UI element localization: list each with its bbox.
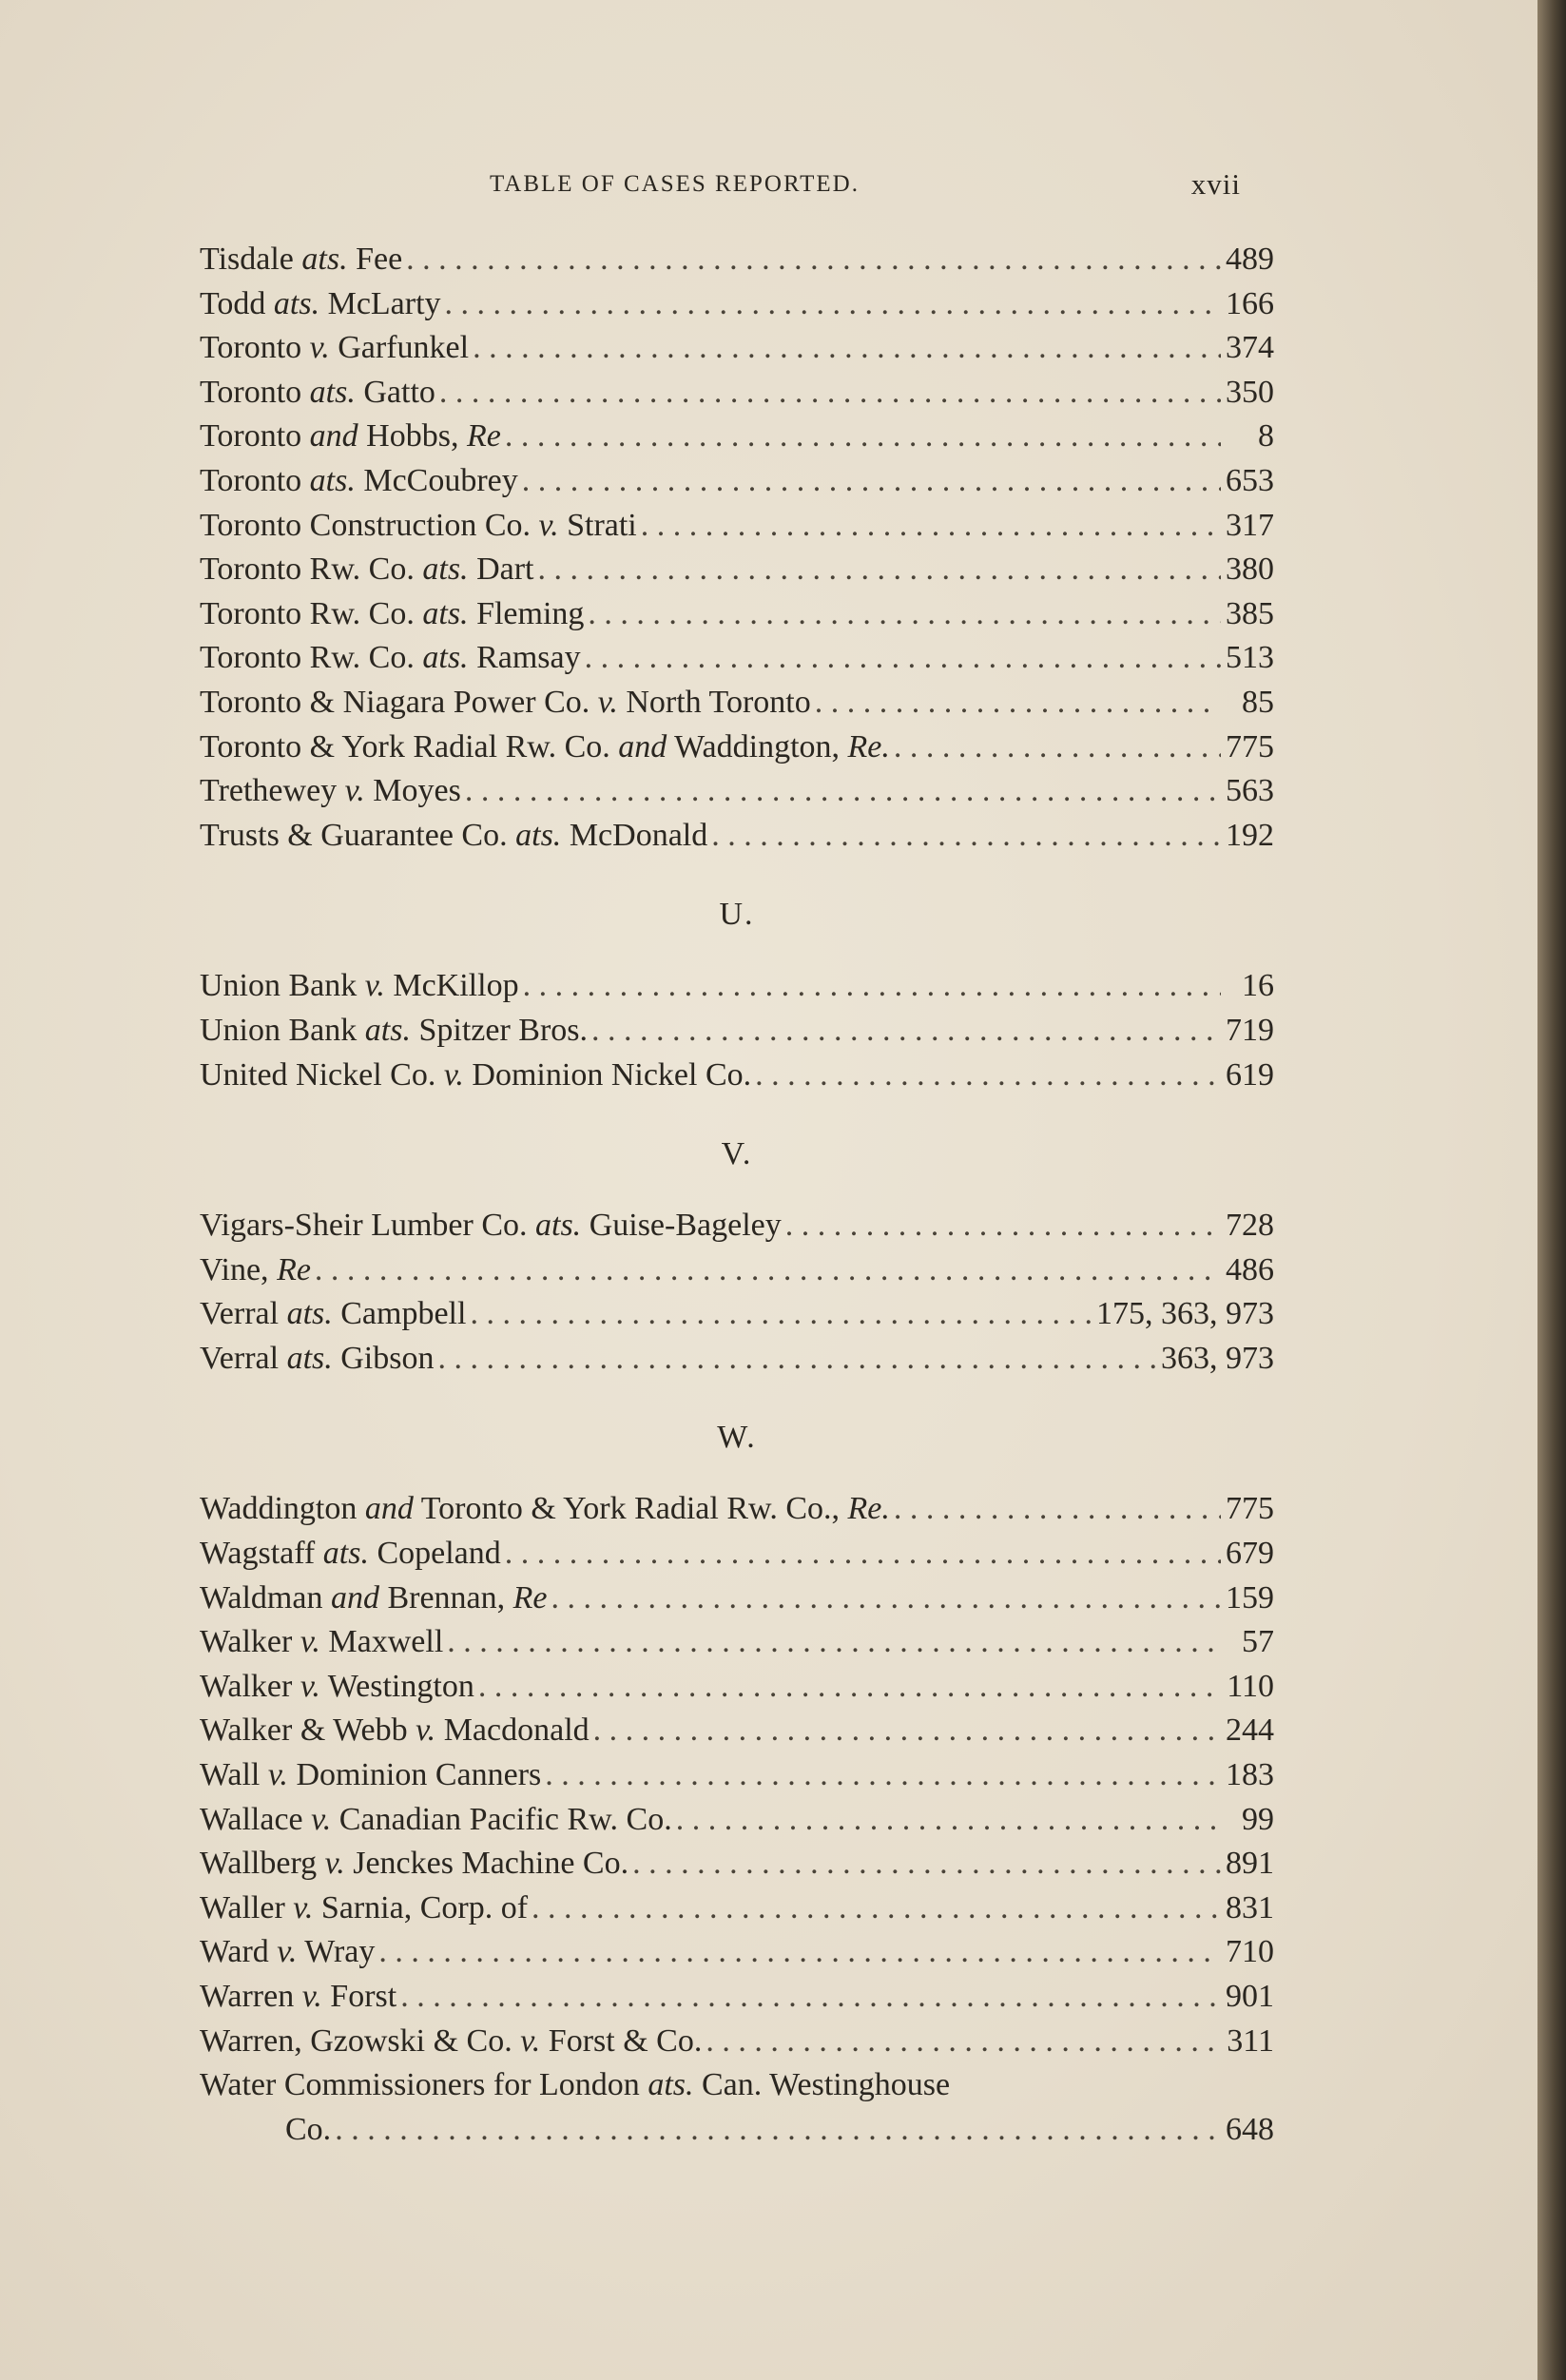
page-header — [195, 167, 1241, 209]
party-first: United Nickel Co. — [200, 1056, 436, 1093]
party-second: Garfunkel — [338, 330, 470, 366]
case-name — [200, 1934, 375, 1970]
party-first: Waddington — [200, 1491, 358, 1527]
case-entry — [200, 1846, 1274, 1890]
party-second: Forst & Co. — [548, 2022, 703, 2059]
case-page: 901 — [1226, 1979, 1274, 2014]
case-connector: ats. — [286, 1340, 333, 1376]
case-page: 891 — [1226, 1846, 1274, 1882]
case-name — [200, 818, 707, 854]
party-first: Toronto — [200, 330, 302, 366]
case-entry — [200, 1057, 1274, 1102]
case-entry — [200, 1013, 1274, 1057]
case-connector: v. — [443, 1056, 464, 1093]
case-page: 648 — [1226, 2111, 1274, 2147]
case-entry — [200, 1341, 1274, 1385]
party-second: Can. Westinghouse — [702, 2067, 951, 2103]
party-second: Spitzer Bros. — [418, 1012, 589, 1048]
case-connector: and — [330, 1579, 379, 1616]
case-page: 99 — [1242, 1801, 1274, 1837]
party-second: Ramsay — [476, 640, 581, 676]
case-name — [200, 596, 584, 632]
party-first: Toronto Rw. Co. — [200, 640, 415, 676]
dot-leader — [473, 330, 1221, 366]
dot-leader — [588, 596, 1221, 632]
party-first: Todd — [200, 285, 266, 321]
case-name — [200, 1890, 528, 1926]
case-connector: v. — [364, 968, 385, 1004]
party-second: Guise-Bageley — [589, 1208, 782, 1244]
case-page: 710 — [1226, 1934, 1274, 1970]
case-connector: ats. — [309, 462, 356, 498]
case-entry — [200, 1580, 1274, 1625]
party-first: Waller — [200, 1889, 285, 1925]
party-second: Brennan, — [387, 1579, 506, 1616]
case-entry — [200, 1296, 1274, 1341]
party-first: Wagstaff — [200, 1536, 316, 1572]
case-entry — [200, 1890, 1274, 1935]
party-first: Toronto Rw. Co. — [200, 551, 415, 588]
case-name — [200, 1013, 588, 1049]
case-page: 728 — [1226, 1208, 1274, 1244]
case-connector: ats. — [364, 1012, 411, 1048]
case-connector: ats. — [322, 1536, 369, 1572]
dot-leader — [505, 1536, 1221, 1572]
case-entry — [200, 729, 1274, 774]
dot-leader — [406, 242, 1221, 278]
dot-leader — [894, 1491, 1221, 1527]
party-first: Walker & Webb — [200, 1712, 408, 1749]
party-second: Maxwell — [328, 1624, 444, 1660]
case-entry — [200, 596, 1274, 641]
case-page: 311 — [1227, 2022, 1274, 2059]
case-name — [200, 418, 501, 455]
dot-leader — [522, 463, 1221, 499]
party-second: Sarnia, Corp. of — [320, 1889, 529, 1925]
party-first: Ward — [200, 1934, 269, 1970]
table-of-cases — [200, 242, 1274, 2156]
case-connector: ats. — [515, 817, 562, 853]
dot-leader — [447, 1624, 1221, 1660]
case-page: 175, 363, 973 — [1096, 1296, 1274, 1332]
dot-leader — [465, 773, 1221, 809]
case-entry — [200, 640, 1274, 685]
dot-leader — [585, 640, 1221, 676]
case-re: Re — [512, 1579, 548, 1616]
case-name — [200, 1979, 396, 2015]
case-name-continued: Co. — [285, 2111, 332, 2147]
case-page: 183 — [1226, 1757, 1274, 1793]
case-connector: ats. — [301, 242, 348, 277]
party-first: Verral — [200, 1340, 280, 1376]
party-second: Fee — [356, 242, 403, 277]
party-first: Wall — [200, 1757, 261, 1793]
case-connector: ats. — [273, 285, 320, 321]
case-page: 244 — [1226, 1712, 1274, 1749]
party-first: Tisdale — [200, 242, 294, 277]
party-first: Walker — [200, 1624, 293, 1660]
party-second: Canadian Pacific Rw. Co. — [338, 1801, 672, 1837]
party-second: Copeland — [377, 1536, 501, 1572]
dot-leader — [523, 968, 1221, 1004]
party-second: McKillop — [393, 968, 519, 1004]
case-connector: and — [364, 1491, 414, 1527]
dot-leader — [711, 818, 1221, 854]
case-entry — [200, 2067, 1274, 2112]
case-connector: v. — [309, 330, 330, 366]
case-name — [200, 968, 519, 1004]
dot-leader — [532, 1890, 1221, 1926]
case-page: 679 — [1226, 1536, 1274, 1572]
dot-leader — [785, 1208, 1221, 1244]
case-entry-continued — [200, 2112, 1274, 2157]
case-entry — [200, 1757, 1274, 1802]
party-second: Toronto & York Radial Rw. Co., — [420, 1491, 841, 1527]
case-page: 8 — [1258, 418, 1274, 455]
case-name — [200, 2023, 702, 2060]
case-re: Re. — [847, 1491, 890, 1527]
case-connector: v. — [416, 1712, 436, 1749]
party-second: Dominion Canners — [296, 1757, 542, 1793]
case-page: 192 — [1226, 817, 1274, 853]
case-page: 85 — [1242, 684, 1274, 720]
case-entry — [200, 418, 1274, 463]
case-page: 317 — [1226, 507, 1274, 543]
dot-leader — [335, 2112, 1221, 2148]
dot-leader — [378, 1934, 1221, 1970]
case-entry — [200, 1252, 1274, 1297]
party-first: Union Bank — [200, 968, 358, 1004]
party-second: Wray — [304, 1934, 376, 1970]
party-first: Vigars-Sheir Lumber Co. — [200, 1208, 528, 1244]
case-name — [200, 375, 435, 411]
section-letter: W. — [717, 1420, 757, 1456]
case-name — [200, 1712, 590, 1749]
dot-leader — [545, 1757, 1221, 1793]
case-connector: ats. — [422, 595, 469, 631]
dot-leader — [591, 1013, 1221, 1049]
dot-leader — [315, 1252, 1221, 1288]
case-entry — [200, 242, 1274, 286]
party-first: Toronto — [200, 462, 302, 498]
party-second: Forst — [330, 1979, 397, 2014]
party-second: Gibson — [340, 1340, 435, 1376]
case-page: 374 — [1226, 330, 1274, 366]
case-entry — [200, 1934, 1274, 1979]
case-name — [200, 242, 402, 278]
party-first: Water Commissioners for London — [200, 2067, 640, 2103]
party-first: Verral — [200, 1296, 280, 1332]
case-entry — [200, 551, 1274, 596]
case-entry — [200, 818, 1274, 862]
case-connector: v. — [344, 773, 365, 809]
case-re: Re — [277, 1251, 311, 1287]
dot-leader — [437, 1341, 1157, 1377]
case-name — [200, 1341, 434, 1377]
case-name — [200, 729, 890, 765]
case-connector: v. — [267, 1757, 288, 1793]
case-entry — [200, 968, 1274, 1013]
case-page: 380 — [1226, 551, 1274, 588]
case-connector: v. — [520, 2022, 541, 2059]
case-name — [200, 1208, 782, 1244]
case-connector: v. — [597, 684, 618, 720]
party-second: Fleming — [476, 595, 585, 631]
dot-leader — [676, 1802, 1221, 1838]
party-second: Strati — [567, 507, 637, 543]
dot-leader — [632, 1846, 1221, 1882]
dot-leader — [505, 418, 1221, 455]
party-first: Toronto & Niagara Power Co. — [200, 684, 590, 720]
case-connector: v. — [301, 1979, 322, 2014]
case-connector: v. — [277, 1934, 298, 1970]
party-second: North Toronto — [626, 684, 811, 720]
case-entry — [200, 286, 1274, 331]
party-first: Trethewey — [200, 773, 338, 809]
case-entry — [200, 1712, 1274, 1757]
case-page: 831 — [1226, 1889, 1274, 1925]
case-entry — [200, 463, 1274, 508]
case-name — [200, 551, 533, 588]
case-entry — [200, 1669, 1274, 1713]
case-page: 653 — [1226, 462, 1274, 498]
case-page: 110 — [1227, 1668, 1274, 1704]
dot-leader — [537, 551, 1221, 588]
case-page: 385 — [1226, 595, 1274, 631]
party-first: Vine, — [200, 1251, 269, 1287]
dot-leader — [439, 375, 1221, 411]
case-name — [200, 330, 469, 366]
case-name — [200, 640, 581, 676]
case-entry — [200, 1208, 1274, 1252]
party-first: Warren — [200, 1979, 295, 2014]
case-page: 513 — [1226, 640, 1274, 676]
case-name — [200, 286, 441, 322]
case-entry — [200, 2023, 1274, 2068]
party-first: Toronto Construction Co. — [200, 507, 532, 543]
party-first: Warren, Gzowski & Co. — [200, 2022, 512, 2059]
case-name — [200, 1057, 751, 1093]
party-first: Union Bank — [200, 1012, 358, 1048]
party-first: Toronto Rw. Co. — [200, 595, 415, 631]
case-connector: v. — [300, 1668, 320, 1704]
party-first: Toronto & York Radial Rw. Co. — [200, 728, 610, 764]
case-name — [200, 1580, 548, 1616]
case-re: Re. — [847, 728, 890, 764]
case-name — [200, 1491, 890, 1527]
dot-leader — [445, 286, 1221, 322]
case-entry — [200, 773, 1274, 818]
party-second: McLarty — [327, 285, 441, 321]
case-connector: v. — [324, 1846, 345, 1882]
case-page: 159 — [1226, 1579, 1274, 1616]
case-page: 719 — [1226, 1012, 1274, 1048]
case-name — [200, 685, 811, 721]
case-page: 16 — [1242, 968, 1274, 1004]
dot-leader — [400, 1979, 1221, 2015]
dot-leader — [755, 1057, 1221, 1093]
case-name — [200, 508, 637, 544]
dot-leader — [551, 1580, 1222, 1616]
case-entry — [200, 685, 1274, 729]
party-second: Hobbs, — [366, 418, 459, 455]
dot-leader — [478, 1669, 1221, 1705]
case-name — [200, 2067, 950, 2103]
case-re: Re — [466, 418, 501, 455]
party-second: Dominion Nickel Co. — [472, 1056, 752, 1093]
dot-leader — [593, 1712, 1221, 1749]
case-connector: ats. — [422, 551, 469, 588]
party-second: Macdonald — [443, 1712, 590, 1749]
party-second: Moyes — [373, 773, 461, 809]
case-page: 350 — [1226, 374, 1274, 410]
section-letter: U. — [719, 897, 755, 933]
party-second: McDonald — [569, 817, 708, 853]
dot-leader — [894, 729, 1221, 765]
case-page: 166 — [1226, 285, 1274, 321]
case-entry — [200, 1802, 1274, 1847]
case-connector: v. — [300, 1624, 320, 1660]
book-spine — [1537, 0, 1566, 2380]
case-connector: ats. — [309, 374, 356, 410]
party-second: Waddington, — [674, 728, 841, 764]
party-first: Toronto — [200, 374, 302, 410]
case-name — [200, 1536, 501, 1572]
case-connector: and — [618, 728, 667, 764]
section-letter: V. — [721, 1136, 753, 1172]
party-first: Wallace — [200, 1801, 303, 1837]
case-entry — [200, 1979, 1274, 2023]
case-page: 775 — [1226, 728, 1274, 764]
case-entry — [200, 508, 1274, 552]
party-second: Gatto — [363, 374, 435, 410]
case-connector: v. — [311, 1801, 332, 1837]
case-page: 57 — [1242, 1624, 1274, 1660]
case-name — [200, 1669, 474, 1705]
case-name — [200, 1846, 628, 1882]
case-name — [200, 1757, 541, 1793]
case-entry — [200, 375, 1274, 419]
case-name — [200, 1296, 466, 1332]
case-connector: v. — [293, 1889, 314, 1925]
case-entry — [200, 1491, 1274, 1536]
party-second: Westington — [327, 1668, 474, 1704]
page-number: xvii — [1190, 167, 1241, 201]
dot-leader — [641, 508, 1221, 544]
party-first: Wallberg — [200, 1846, 318, 1882]
case-entry — [200, 330, 1274, 375]
dot-leader — [706, 2023, 1221, 2060]
party-second: McCoubrey — [363, 462, 518, 498]
running-head: TABLE OF CASES REPORTED. — [490, 171, 860, 197]
case-name — [200, 1252, 311, 1288]
case-connector: ats. — [286, 1296, 333, 1332]
case-name — [200, 1624, 443, 1660]
case-entry — [200, 1624, 1274, 1669]
dot-leader — [815, 685, 1221, 721]
case-connector: ats. — [422, 640, 469, 676]
case-name — [200, 463, 518, 499]
party-second: Jenckes Machine Co. — [353, 1846, 629, 1882]
party-first: Waldman — [200, 1579, 323, 1616]
case-page: 486 — [1226, 1251, 1274, 1287]
case-page: 563 — [1226, 773, 1274, 809]
party-first: Trusts & Guarantee Co. — [200, 817, 508, 853]
case-name — [200, 773, 461, 809]
case-page: 489 — [1226, 242, 1274, 277]
case-connector: v. — [538, 507, 559, 543]
case-page: 363, 973 — [1161, 1340, 1274, 1376]
party-first: Walker — [200, 1668, 293, 1704]
party-first: Toronto — [200, 418, 302, 455]
case-entry — [200, 1536, 1274, 1580]
party-second: Dart — [476, 551, 534, 588]
party-second: Campbell — [340, 1296, 467, 1332]
case-connector: ats. — [648, 2067, 694, 2103]
case-name — [200, 1802, 672, 1838]
case-page: 775 — [1226, 1491, 1274, 1527]
case-connector: ats. — [535, 1208, 582, 1244]
case-connector: and — [309, 418, 358, 455]
dot-leader — [470, 1296, 1092, 1332]
case-page: 619 — [1226, 1056, 1274, 1093]
